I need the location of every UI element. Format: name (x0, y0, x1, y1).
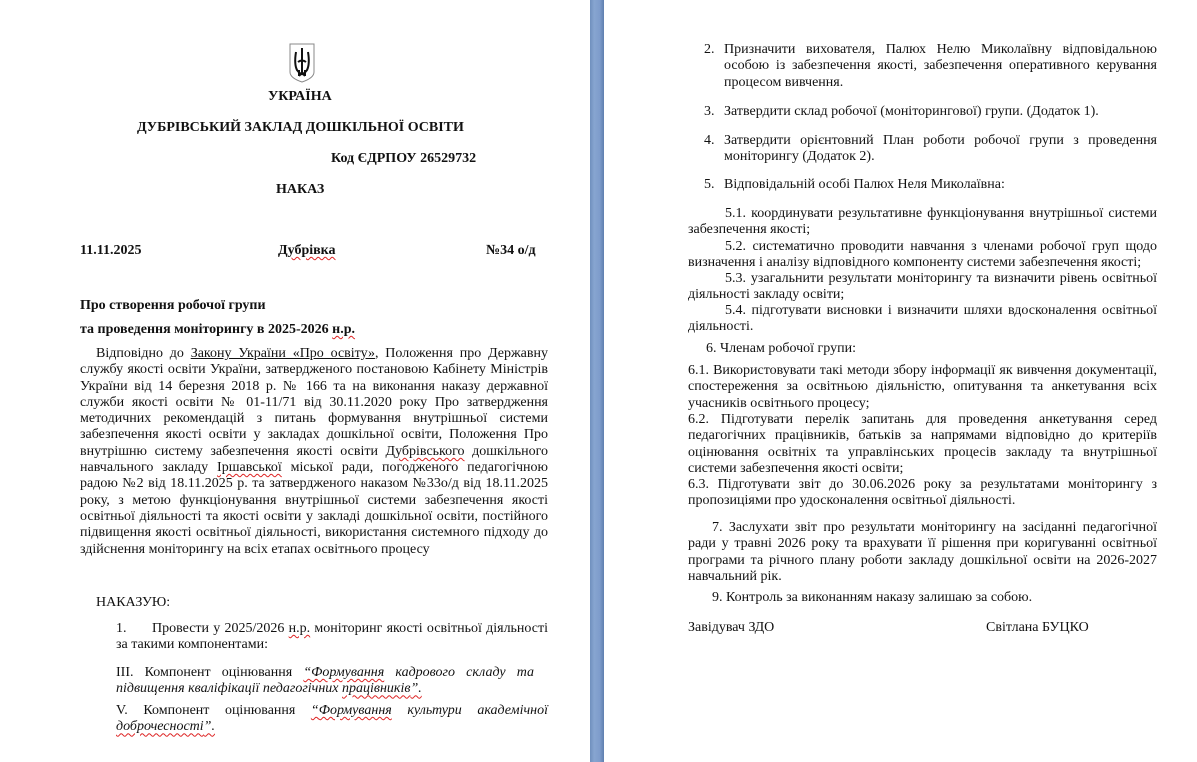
list-item-3 (704, 104, 1157, 120)
signature-position: Завідувач ЗДО (688, 620, 775, 635)
sub-item-6-2: 6.2. Підготувати перелік запитань для проведення анкетування серед педагогічних працівників, батьків за напрямами відповідно до критеріїв оцінювання освітніх та управлінських процесів закладу та внутрішньої системи забезпечення якості освіти; (688, 412, 1157, 476)
list-item-5 (704, 177, 1157, 193)
title-line-1: Про створення робочої групи (80, 298, 266, 313)
country-heading: УКРАЇНА (268, 89, 332, 104)
item-1-abbr: н.р. (288, 621, 311, 636)
component-word-2: доброчесності (116, 719, 204, 735)
item-2-number: 2. (704, 42, 715, 57)
edrpou-code: Код ЄДРПОУ 26529732 (331, 151, 477, 166)
signature-name: Світлана БУЦКО (986, 620, 1089, 635)
component-quote-open: “ (303, 665, 312, 680)
item-1-number: 1. (116, 621, 127, 636)
preamble-part-2: дошкільного навчального закладу (80, 443, 548, 476)
item-4-number: 4. (704, 133, 715, 148)
list-item-1 (116, 621, 548, 654)
component-word-1: Формування (311, 665, 385, 680)
document-type: НАКАЗ (276, 182, 325, 197)
component-word-2: працівників (342, 681, 411, 697)
preamble-part-1: , Положення про Державну службу якості освіти України, затвердженого постановою Кабінету Міністрів України від 14 березня 2018 р. № 166 та на виконання наказу державної служби якості освіти № 01-11/71 від 30.11.2020 року Про затвердження методичних рекомендацій з питань формування внутрішньої системи забезпечення якості освіти у закладах дошкільної освіти, Положення Про внутрішню систему забезпечення якості освіти (80, 346, 548, 459)
list-item-7: 7. Заслухати звіт про результати моніторингу на засіданні педагогічної ради у травні 2026 року та врахувати її рішення при коригуванні освітньої програми та річного плану роботи закладу дошкільної освіти на 2026-2027 навчальний рік. (688, 520, 1157, 584)
sub-item-5-3: 5.3. узагальнити результати моніторингу та визначити рівень освітньої діяльності закладу освіти; (688, 271, 1157, 303)
sub-item-6-3: 6.3. Підготувати звіт до 30.06.2026 року за результатами моніторингу з пропозиціями про удосконалення освітньої діяльності. (688, 477, 1157, 509)
item-2-text: Призначити вихователя, Палюх Нелю Миколаївну відповідальною особою із забезпечення якості, забезпечення оперативного керування процесом вивчення. (724, 42, 1157, 90)
item-5-number: 5. (704, 177, 715, 192)
institution-heading: ДУБРІВСЬКИЙ ЗАКЛАД ДОШКІЛЬНОЇ ОСВІТИ (137, 120, 464, 135)
list-item-4 (704, 133, 1157, 166)
order-word: НАКАЗУЮ: (96, 595, 171, 610)
item-1-text-a: Провести у 2025/2026 (152, 621, 289, 636)
document-page-right (604, 0, 1197, 762)
component-label: V. Компонент оцінювання (116, 703, 311, 718)
law-link[interactable]: Закону України «Про освіту» (190, 346, 375, 361)
document-page-left (0, 0, 590, 762)
list-item-2 (704, 42, 1157, 91)
preamble-word-irshavskoi: Іршавської (217, 460, 282, 476)
order-number: №34 о/д (486, 243, 536, 258)
title-text: та проведення моніторингу в 2025-2026 (80, 322, 333, 337)
sub-item-6-1: 6.1. Використовувати такі методи збору інформації як вивчення документації, спостереження за освітньою діяльністю, опитування та анкетування всіх учасників освітнього процесу; (688, 363, 1157, 411)
component-item (116, 703, 548, 736)
component-quote-close: ”. (203, 719, 215, 735)
sub-item-5-2: 5.2. систематично проводити навчання з членами робочої груп щодо визначення і аналізу відповідного компоненту системи забезпечення якості; (688, 239, 1157, 271)
preamble-word-dubrivskoho: Дубрівського (385, 443, 465, 459)
component-item (116, 665, 534, 698)
preamble-start: Відповідно до (96, 346, 191, 361)
preamble-part-3: міської ради, погодженого педагогічною радою №2 від 18.11.2025 р. та затвердженого наказом №33о/д від 18.11.2025 року, з метою функціонування внутрішньої системи забезпечення якості освітньої діяльності та якості освіти у закладі дошкільної освіти, постійного підвищення якості освітньої діяльності, використання системного підходу до здійснення моніторингу на всіх етапах освітнього процесу (80, 460, 548, 557)
title-abbr: н.р. (332, 322, 356, 337)
component-word-1: Формування (318, 703, 392, 718)
title-line-2 (80, 322, 355, 338)
sub-item-5-4: 5.4. підготувати висновки і визначити шляхи вдосконалення освітньої діяльності. (688, 303, 1157, 335)
list-item-6: 6. Членам робочої групи: (706, 341, 856, 356)
coat-of-arms-icon (288, 42, 316, 84)
list-item-9: 9. Контроль за виконанням наказу залишаю за собою. (712, 590, 1033, 605)
component-text: кадрового складу та підвищення кваліфікації педагогічних (116, 665, 534, 697)
item-4-text: Затвердити орієнтовний План роботи робочої групи з проведення моніторингу (Додаток 2). (724, 133, 1157, 165)
component-quote-close: ”. (410, 681, 422, 697)
component-text: культури академічної (391, 703, 548, 718)
item-1-text-b: моніторинг якості освітньої діяльності за такими компонентами: (116, 621, 548, 653)
page-separator (590, 0, 604, 762)
item-3-text: Затвердити склад робочої (моніторингової) групи. (Додаток 1). (724, 104, 1099, 119)
item-3-number: 3. (704, 104, 715, 119)
item-5-text: Відповідальній особі Палюх Неля Миколаївна: (724, 177, 1005, 192)
component-label: ІІІ. Компонент оцінювання (116, 665, 304, 680)
preamble-paragraph (80, 346, 548, 558)
order-date: 11.11.2025 (80, 243, 142, 258)
order-place: Дубрівка (278, 243, 336, 258)
component-quote-open: “ (310, 703, 319, 718)
sub-item-5-1: 5.1. координувати результативне функціонування внутрішньої системи забезпечення якості; (688, 206, 1157, 238)
